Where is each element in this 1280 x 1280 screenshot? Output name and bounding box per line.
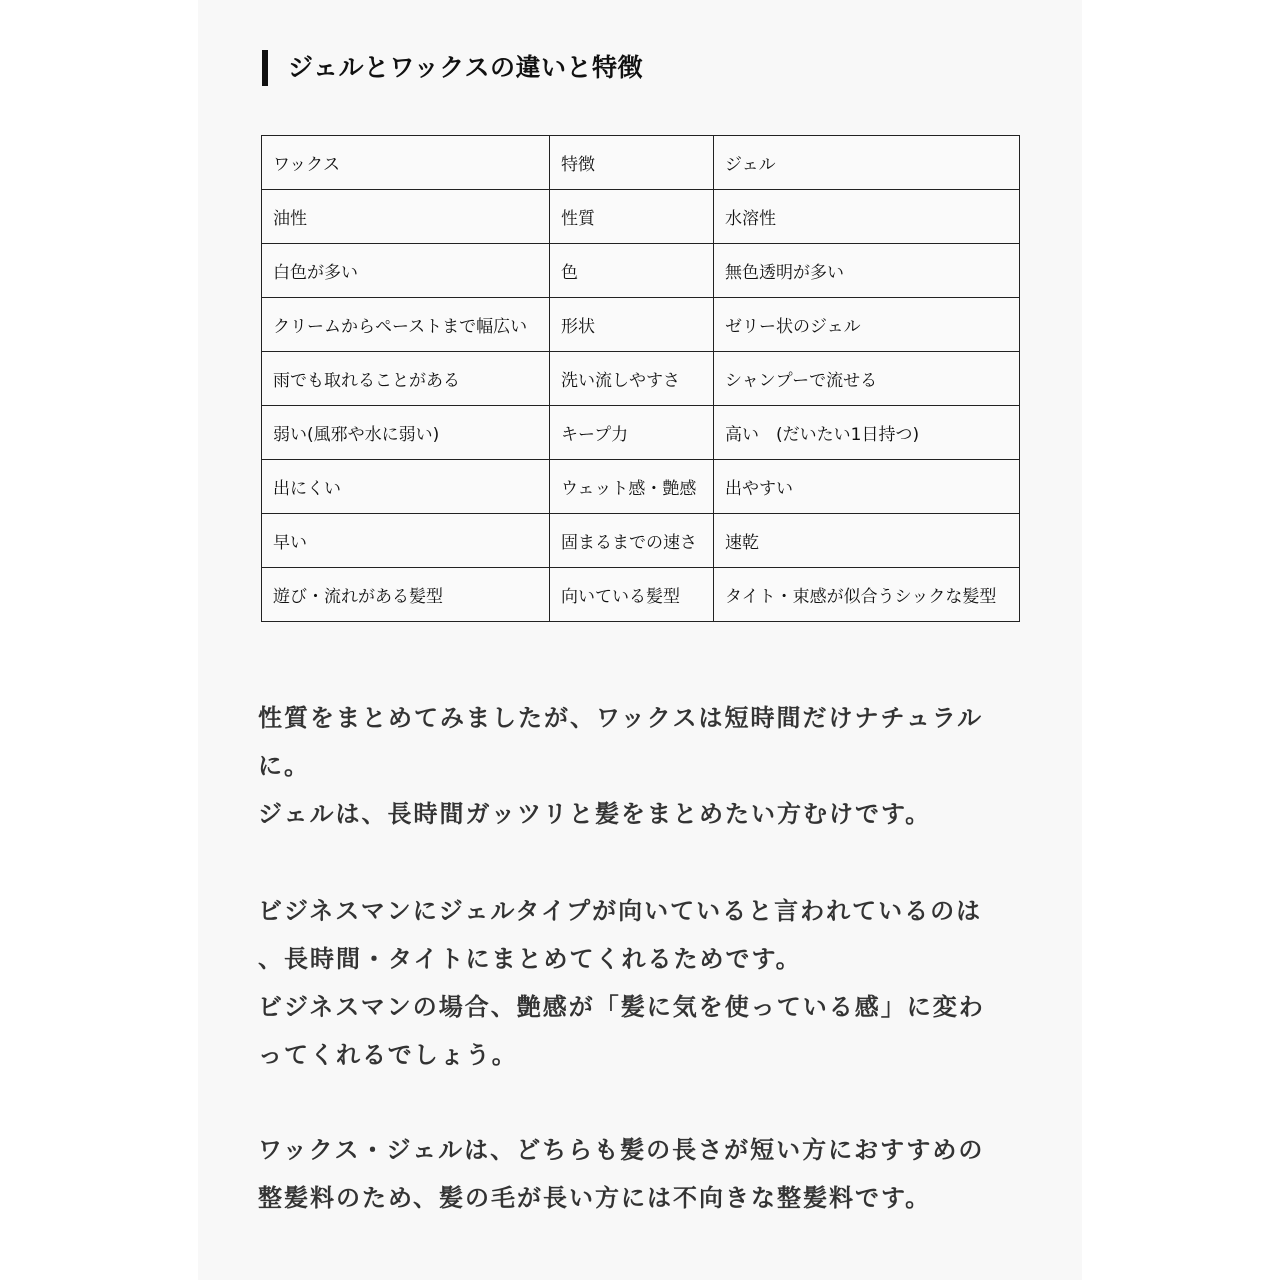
- paragraph-3: [258, 1126, 1028, 1222]
- table-row: [262, 406, 1020, 460]
- table-cell: 形状: [550, 298, 714, 352]
- paragraph-line: に。: [258, 751, 310, 780]
- paragraph-line: ビジネスマンにジェルタイプが向いていると言われているのは: [258, 896, 983, 925]
- table-cell: 性質: [550, 190, 714, 244]
- table-row: [262, 352, 1020, 406]
- table-cell: 速乾: [714, 514, 1020, 568]
- table-header-row: [262, 136, 1020, 190]
- table-row: [262, 514, 1020, 568]
- table-cell: 無色透明が多い: [714, 244, 1020, 298]
- paragraph-line: ジェルは、長時間ガッツリと髪をまとめたい方むけです。: [258, 799, 932, 828]
- comparison-table: [261, 135, 1020, 622]
- table-cell: ワックス: [262, 136, 550, 190]
- paragraph-line: 性質をまとめてみましたが、ワックスは短時間だけナチュラル: [258, 703, 984, 732]
- paragraph-2: [258, 887, 1028, 1079]
- paragraph-line: ワックス・ジェルは、どちらも髪の長さが短い方におすすめの: [258, 1135, 985, 1164]
- table-cell: キープ力: [550, 406, 714, 460]
- table-cell: ウェット感・艶感: [550, 460, 714, 514]
- table-cell: 雨でも取れることがある: [262, 352, 550, 406]
- table-cell: ジェル: [714, 136, 1020, 190]
- paragraph-line: 整髪料のため、髪の毛が長い方には不向きな整髪料です。: [258, 1183, 932, 1212]
- table-cell: 早い: [262, 514, 550, 568]
- table-cell: 弱い(風邪や水に弱い): [262, 406, 550, 460]
- paragraph-line: ビジネスマンの場合、艶感が「髪に気を使っている感」に変わ: [258, 992, 985, 1021]
- table-cell: クリームからペーストまで幅広い: [262, 298, 550, 352]
- table-cell: 色: [550, 244, 714, 298]
- table-cell: 水溶性: [714, 190, 1020, 244]
- paragraph-1: [258, 694, 1028, 838]
- table-cell: 出にくい: [262, 460, 550, 514]
- table-cell: 固まるまでの速さ: [550, 514, 714, 568]
- table-row: [262, 244, 1020, 298]
- table-row: [262, 568, 1020, 622]
- table-cell: 特徴: [550, 136, 714, 190]
- paragraph-line: 、長時間・タイトにまとめてくれるためです。: [258, 944, 802, 973]
- table-cell: 向いている髪型: [550, 568, 714, 622]
- table-cell: 洗い流しやすさ: [550, 352, 714, 406]
- table-row: [262, 190, 1020, 244]
- table-cell: タイト・束感が似合うシックな髪型: [714, 568, 1020, 622]
- table-cell: 白色が多い: [262, 244, 550, 298]
- paragraph-line: ってくれるでしょう。: [258, 1040, 518, 1069]
- table-row: [262, 460, 1020, 514]
- section-heading: ジェルとワックスの違いと特徴: [262, 50, 643, 86]
- table-cell: 出やすい: [714, 460, 1020, 514]
- table-row: [262, 298, 1020, 352]
- table-cell: 遊び・流れがある髪型: [262, 568, 550, 622]
- table-cell: ゼリー状のジェル: [714, 298, 1020, 352]
- table-cell: シャンプーで流せる: [714, 352, 1020, 406]
- table-cell: 高い (だいたい1日持つ): [714, 406, 1020, 460]
- table-cell: 油性: [262, 190, 550, 244]
